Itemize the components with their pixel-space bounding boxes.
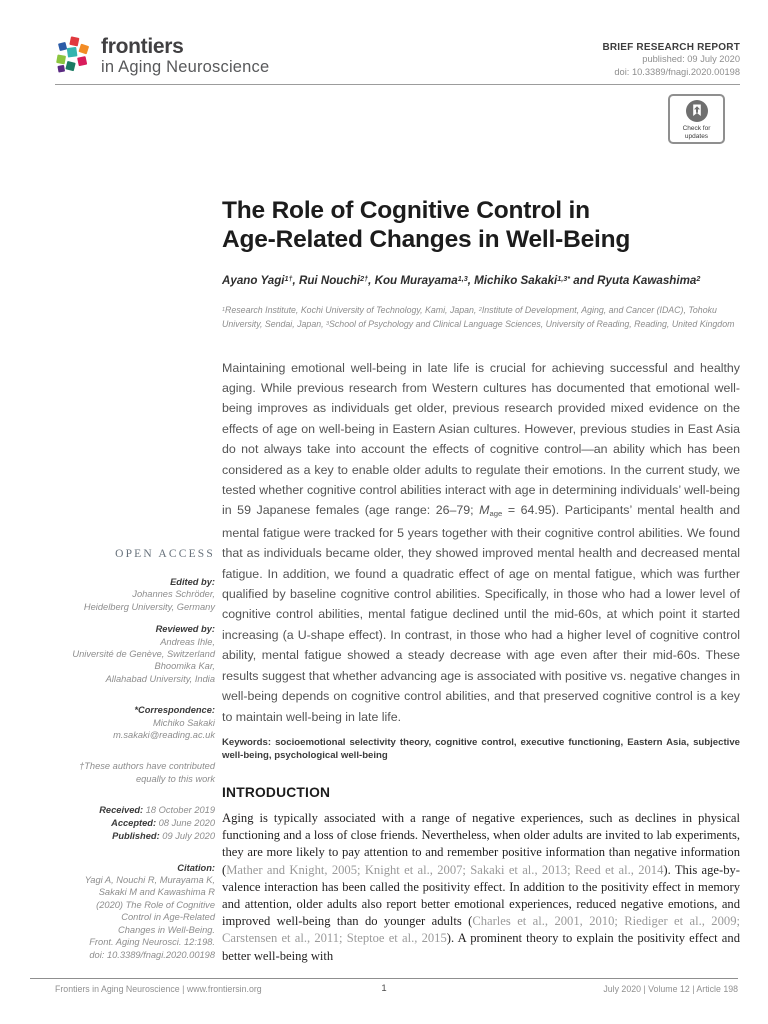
reviewer-name: Bhoomika Kar, [154, 661, 215, 672]
citation-line: Yagi A, Nouchi R, Murayama K, [84, 875, 215, 886]
abstract-text: Maintaining emotional well-being in late life is crucial for achieving successful and healthy aging. While previous research from Western cultures has documented that emotional well-being improves as individuals get older, previous research provided mixed evidence on the effects of age on well-being in Eastern Asian cultures. However, previous studies in East Asia do not always take into account the effects of cognitive control—an ability which has been considered as a key to enable older adults to regulate their emotions. In the current study, we tested whether cognitive control abilities interact with age in determining individuals’ well-being in 59 Japanese females (age range: 26–79; Mage = 64.95). Participants’ mental health and mental fatigue were tracked for 5 years together with their cognitive control abilities. We found that as individuals became older, they showed improved mental health and decreased mental fatigue. In addition, we found a quadratic effect of age on mental fatigue, which was further qualified by baseline cognitive control abilities. Specifically, in those who had a lower level of cognitive control abilities, mental fatigue declined until the mid-60s, at which point it started increasing (a U-shape effect). In contrast, in those who had a higher level of cognitive control ability, mental fatigue showed a steady decrease with age even after their mid-60s. These results suggest that whether advancing age is associated with positive vs. negative changes in well-being depends on cognitive control abilities, and that preserved cognitive control is a key to maintain well-being in late life. [222, 360, 740, 724]
article-title [222, 196, 740, 254]
correspondence-block [40, 704, 215, 741]
frontiers-logo [55, 36, 269, 77]
brand-name: frontiers [101, 35, 184, 58]
author-list: Ayano Yagi$^{1\dagger}$, Rui Nouchi$^{2\dagger}$, Kou Murayama$^{1,3}$, Michiko Sakaki$^{1,3*}$ and Ryuta Kawashima$^2$ [222, 273, 701, 287]
doi-link[interactable]: doi: 10.3389/fnagi.2020.00198 [614, 66, 740, 77]
affiliations: $^1$Research Institute, Kochi University of Technology, Kami, Japan, $^2$Institute of Development, Aging, and Cancer (IDAC), Tohoku University, Sendai, Japan, $^3$School of Psychology and Clinical Language Sciences, University of Reading, Reading, United Kingdom [222, 305, 735, 330]
citation-line: Control in Age-Related [121, 912, 215, 923]
check-updates-badge[interactable] [668, 94, 725, 144]
page-number: 1 [381, 983, 387, 994]
citation-line[interactable]: doi: 10.3389/fnagi.2020.00198 [89, 949, 215, 960]
article-info-sidebar [40, 548, 215, 971]
received-date: Received: 18 October 2019 [99, 805, 215, 816]
contribution-note-line: †These authors have contributed [79, 761, 215, 772]
introduction-heading: INTRODUCTION [222, 784, 331, 800]
correspondence-label: *Correspondence: [134, 705, 215, 716]
frontiers-logo-icon [55, 36, 93, 76]
journal-name: in Aging Neuroscience [101, 58, 270, 76]
footer-journal-url[interactable]: Frontiers in Aging Neuroscience | www.frontiersin.org [55, 984, 262, 994]
citation-label: Citation: [177, 862, 215, 873]
reviewed-by-block [40, 623, 215, 685]
footer-issue-info: July 2020 | Volume 12 | Article 198 [603, 984, 738, 994]
editor-name: Johannes Schröder, [132, 589, 215, 600]
reviewed-by-label: Reviewed by: [155, 624, 215, 635]
footer-divider [30, 978, 738, 979]
citation-line: Sakaki M and Kawashima R [98, 887, 215, 898]
header-divider [55, 84, 740, 85]
citation-line: Front. Aging Neurosci. 12:198. [89, 937, 215, 948]
reviewer-affiliation: Université de Genève, Switzerland [72, 649, 215, 660]
editor-affiliation: Heidelberg University, Germany [83, 601, 215, 612]
header-meta [602, 42, 740, 78]
introduction-paragraph: Aging is typically associated with a range of negative experiences, such as declines in physical functioning and a loss of close friends. Nevertheless, when older adults are invited to lab experiments, they are more likely to pay attention to and remember positive information than negative information (Mather and Knight, 2005; Knight et al., 2007; Sakaki et al., 2013; Reed et al., 2014). This age-by-valence interaction has been called the positivity effect. In addition to the positivity effect in memory and attention, older adults also report better emotional experiences, reduced negative emotions, and improved well-being than do younger adults (Charles et al., 2001, 2010; Riediger et al., 2009; Carstensen et al., 2011; Steptoe et al., 2015). A prominent theory to explain the positivity effect and better well-being with [222, 810, 740, 963]
article-type: BRIEF RESEARCH REPORT [602, 42, 740, 53]
dates-block [40, 804, 215, 842]
citation-line: Changes in Well-Being. [118, 924, 215, 935]
edited-by-label: Edited by: [170, 577, 215, 587]
accepted-date: Accepted: 08 June 2020 [111, 818, 215, 829]
citation-line: (2020) The Role of Cognitive [96, 899, 215, 910]
contribution-note-line: equally to this work [135, 773, 215, 784]
citation-block [40, 862, 215, 961]
title-line: Age-Related Changes in Well-Being [222, 226, 631, 253]
check-updates-icon [685, 99, 709, 123]
reviewer-name: Andreas Ihle, [160, 636, 215, 647]
correspondence-email[interactable]: m.sakaki@reading.ac.uk [113, 730, 215, 741]
contribution-note [40, 760, 215, 785]
title-line: The Role of Cognitive Control in [222, 197, 590, 224]
published-date-sidebar: Published: 09 July 2020 [112, 830, 215, 841]
check-updates-label: Check for updates [682, 125, 711, 140]
published-date: published: 09 July 2020 [642, 54, 740, 64]
open-access-label: OPEN ACCESS [115, 548, 215, 560]
correspondence-name: Michiko Sakaki [152, 717, 215, 728]
reviewer-affiliation: Allahabad University, India [105, 673, 215, 684]
keywords-line: Keywords: socioemotional selectivity theory, cognitive control, executive functioning, Eastern Asia, subjective well-being, psychological well-being [222, 736, 740, 762]
edited-by-block [40, 576, 215, 613]
logo-text [101, 36, 269, 77]
article-body [222, 196, 740, 965]
